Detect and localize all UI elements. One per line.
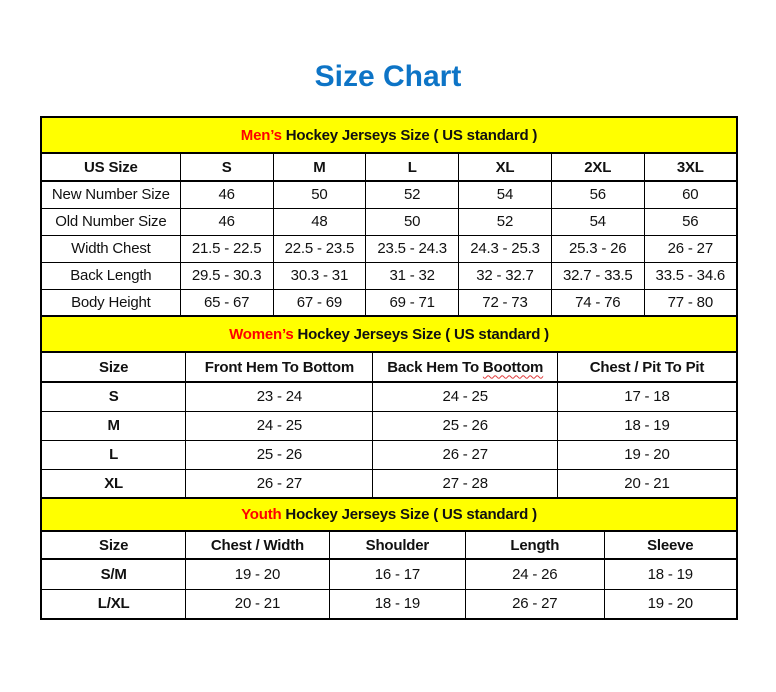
table-cell: 26 - 27 xyxy=(373,440,557,469)
column-header: Shoulder xyxy=(329,531,465,559)
table-row xyxy=(41,440,737,469)
row-label: XL xyxy=(41,469,186,498)
table-cell: 54 xyxy=(459,181,552,208)
caption-text: Hockey Jerseys Size ( US standard ) xyxy=(281,126,538,144)
table-cell: 23.5 - 24.3 xyxy=(366,235,459,262)
table-cell: 48 xyxy=(273,208,366,235)
table-cell: 74 - 76 xyxy=(551,289,644,316)
table-cell: 16 - 17 xyxy=(329,559,465,589)
size-table-mens xyxy=(40,116,738,317)
table-row xyxy=(41,382,737,411)
header-row xyxy=(41,352,737,382)
column-header: Back Hem To Boottom xyxy=(373,352,557,382)
table-cell: 20 - 21 xyxy=(557,469,737,498)
table-cell: 52 xyxy=(459,208,552,235)
table-row xyxy=(41,589,737,619)
table-row xyxy=(41,262,737,289)
caption-row xyxy=(41,498,737,531)
table-cell: 56 xyxy=(551,181,644,208)
table-cell: 50 xyxy=(366,208,459,235)
table-row xyxy=(41,411,737,440)
table-cell: 33.5 - 34.6 xyxy=(644,262,737,289)
table-cell: 17 - 18 xyxy=(557,382,737,411)
header-row xyxy=(41,531,737,559)
table-cell: 23 - 24 xyxy=(186,382,373,411)
table-row xyxy=(41,469,737,498)
table-cell: 20 - 21 xyxy=(186,589,329,619)
row-label: New Number Size xyxy=(41,181,180,208)
table-cell: 26 - 27 xyxy=(644,235,737,262)
table-cell: 18 - 19 xyxy=(604,559,737,589)
table-cell: 19 - 20 xyxy=(604,589,737,619)
table-cell: 54 xyxy=(551,208,644,235)
table-cell: 56 xyxy=(644,208,737,235)
table-cell: 24 - 25 xyxy=(373,382,557,411)
row-label: Old Number Size xyxy=(41,208,180,235)
caption-highlight: Men’s xyxy=(240,126,282,144)
table-cell: 18 - 19 xyxy=(329,589,465,619)
table-row xyxy=(41,181,737,208)
row-label: Width Chest xyxy=(41,235,180,262)
table-cell: 69 - 71 xyxy=(366,289,459,316)
misspelled-word: Boottom xyxy=(482,358,544,376)
header-row xyxy=(41,153,737,181)
table-cell: 77 - 80 xyxy=(644,289,737,316)
row-label: Body Height xyxy=(41,289,180,316)
row-label: S/M xyxy=(41,559,186,589)
table-cell: 24 - 26 xyxy=(466,559,605,589)
table-cell: 22.5 - 23.5 xyxy=(273,235,366,262)
caption-row xyxy=(41,117,737,153)
table-cell: 18 - 19 xyxy=(557,411,737,440)
table-cell: 31 - 32 xyxy=(366,262,459,289)
column-header: M xyxy=(273,153,366,181)
table-cell: 19 - 20 xyxy=(557,440,737,469)
table-caption xyxy=(41,316,737,352)
row-label: L/XL xyxy=(41,589,186,619)
caption-highlight: Women’s xyxy=(229,325,294,343)
page-title: Size Chart xyxy=(314,60,462,93)
table-cell: 25.3 - 26 xyxy=(551,235,644,262)
table-cell: 65 - 67 xyxy=(180,289,273,316)
table-row xyxy=(41,208,737,235)
table-row xyxy=(41,289,737,316)
table-cell: 25 - 26 xyxy=(186,440,373,469)
table-cell: 32 - 32.7 xyxy=(459,262,552,289)
table-cell: 26 - 27 xyxy=(466,589,605,619)
table-cell: 21.5 - 22.5 xyxy=(180,235,273,262)
size-tables-container xyxy=(40,116,738,620)
table-cell: 26 - 27 xyxy=(186,469,373,498)
row-label: M xyxy=(41,411,186,440)
row-label: Back Length xyxy=(41,262,180,289)
column-header: Chest / Width xyxy=(186,531,329,559)
column-header: Size xyxy=(41,531,186,559)
table-cell: 19 - 20 xyxy=(186,559,329,589)
column-header: S xyxy=(180,153,273,181)
column-header: L xyxy=(366,153,459,181)
table-cell: 32.7 - 33.5 xyxy=(551,262,644,289)
table-cell: 29.5 - 30.3 xyxy=(180,262,273,289)
table-row xyxy=(41,559,737,589)
caption-text: Hockey Jerseys Size ( US standard ) xyxy=(281,506,537,523)
size-table-womens xyxy=(40,315,738,499)
table-row xyxy=(41,235,737,262)
caption-row xyxy=(41,316,737,352)
table-cell: 24 - 25 xyxy=(186,411,373,440)
column-header: Chest / Pit To Pit xyxy=(557,352,737,382)
table-caption xyxy=(41,498,737,531)
table-caption xyxy=(41,117,737,153)
column-header: 2XL xyxy=(551,153,644,181)
caption-highlight: Youth xyxy=(241,506,282,523)
caption-text: Hockey Jerseys Size ( US standard ) xyxy=(293,325,549,343)
table-cell: 72 - 73 xyxy=(459,289,552,316)
table-cell: 60 xyxy=(644,181,737,208)
table-cell: 25 - 26 xyxy=(373,411,557,440)
table-cell: 30.3 - 31 xyxy=(273,262,366,289)
column-header: Sleeve xyxy=(604,531,737,559)
row-label: L xyxy=(41,440,186,469)
column-header: US Size xyxy=(41,153,180,181)
size-table-youth xyxy=(40,497,738,620)
column-header: 3XL xyxy=(644,153,737,181)
table-cell: 27 - 28 xyxy=(373,469,557,498)
column-header: Front Hem To Bottom xyxy=(186,352,373,382)
table-cell: 46 xyxy=(180,181,273,208)
row-label: S xyxy=(41,382,186,411)
table-cell: 50 xyxy=(273,181,366,208)
column-header: Size xyxy=(41,352,186,382)
column-header: XL xyxy=(459,153,552,181)
table-cell: 52 xyxy=(366,181,459,208)
table-cell: 24.3 - 25.3 xyxy=(459,235,552,262)
table-cell: 46 xyxy=(180,208,273,235)
column-header: Length xyxy=(466,531,605,559)
table-cell: 67 - 69 xyxy=(273,289,366,316)
